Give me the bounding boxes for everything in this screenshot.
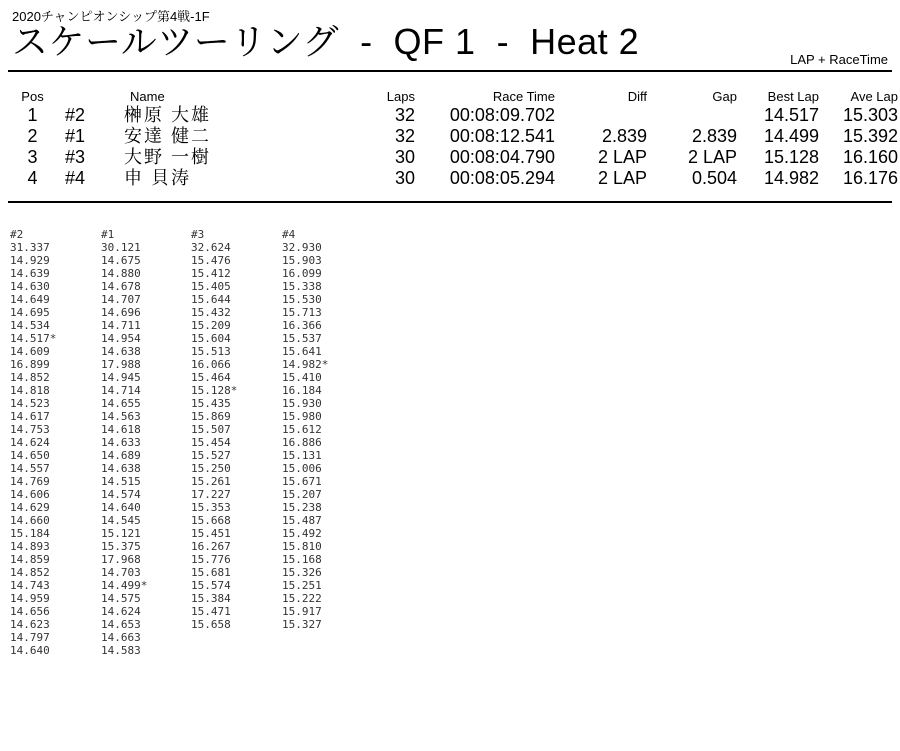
- col-best-lap: Best Lap: [767, 89, 819, 104]
- col-diff: Diff: [627, 89, 647, 104]
- lap-time: 14.617: [10, 410, 50, 423]
- lap-time: 14.663: [101, 631, 141, 644]
- lap-time: 15.513: [191, 345, 231, 358]
- lap-time: 14.655: [101, 397, 141, 410]
- race-time-cell: 00:08:05.294: [449, 168, 555, 188]
- lap-time: 14.545: [101, 514, 141, 527]
- best-lap-cell: 14.517: [763, 105, 819, 125]
- lap-time: 14.609: [10, 345, 50, 358]
- lap-column-header: #3: [191, 228, 205, 241]
- lap-column-header: #4: [282, 228, 296, 241]
- lap-time: 14.640: [10, 644, 50, 657]
- lap-time: 14.797: [10, 631, 50, 644]
- lap-time: 17.227: [191, 488, 231, 501]
- lap-time: 15.604: [191, 332, 231, 345]
- ave-lap-cell: 15.303: [842, 105, 898, 125]
- car-number-cell: #2: [65, 105, 86, 125]
- gap-cell: 2.839: [691, 126, 737, 146]
- lap-time: 15.471: [191, 605, 231, 618]
- lap-time: 14.678: [101, 280, 141, 293]
- lap-time: 15.980: [282, 410, 322, 423]
- lap-time: 14.743: [10, 579, 50, 592]
- lap-time: 15.384: [191, 592, 231, 605]
- lap-time: 15.476: [191, 254, 231, 267]
- col-name: Name: [130, 89, 165, 104]
- lap-time: 14.623: [10, 618, 50, 631]
- lap-time: 15.574: [191, 579, 231, 592]
- lap-time: 15.530: [282, 293, 322, 306]
- lap-time: 15.537: [282, 332, 322, 345]
- lap-time: 15.464: [191, 371, 231, 384]
- lap-time: 31.337: [10, 241, 50, 254]
- lap-time: 15.405: [191, 280, 231, 293]
- lap-time: 14.675: [101, 254, 141, 267]
- lap-column-header: #2: [10, 228, 24, 241]
- lap-time: 14.640: [101, 501, 141, 514]
- diff-cell: [555, 105, 647, 126]
- col-ave-lap: Ave Lap: [850, 89, 898, 104]
- best-lap-cell: 14.499: [763, 126, 819, 146]
- gap-cell: 0.504: [691, 168, 737, 188]
- lap-time: 15.644: [191, 293, 231, 306]
- driver-name-cell: 安達 健二: [124, 126, 212, 146]
- lap-time: 16.267: [191, 540, 231, 553]
- lap-time: 16.366: [282, 319, 322, 332]
- lap-time: 14.696: [101, 306, 141, 319]
- lap-time: 14.624: [101, 605, 141, 618]
- race-time-cell: 00:08:09.702: [449, 105, 555, 125]
- lap-time: 17.988: [101, 358, 141, 371]
- ave-lap-cell: 16.160: [842, 147, 898, 167]
- lap-time: 15.435: [191, 397, 231, 410]
- lap-time: 15.658: [191, 618, 231, 631]
- page-title: スケールツーリング - QF 1 - Heat 2: [12, 21, 640, 62]
- lap-time: 14.638: [101, 345, 141, 358]
- best-lap-cell: 15.128: [763, 147, 819, 167]
- pos-cell: 3: [27, 147, 38, 167]
- lap-time: 15.353: [191, 501, 231, 514]
- lap-time: 14.638: [101, 462, 141, 475]
- lap-time: 15.168: [282, 553, 322, 566]
- lap-time: 14.606: [10, 488, 50, 501]
- lap-time: 15.641: [282, 345, 322, 358]
- col-number: [55, 88, 120, 105]
- lap-time: 14.499*: [101, 579, 148, 592]
- lap-time: 15.454: [191, 436, 231, 449]
- timing-mode-label: LAP + RaceTime: [790, 52, 888, 67]
- lap-time: 32.930: [282, 241, 322, 254]
- lap-time: 14.624: [10, 436, 50, 449]
- lap-time: 15.432: [191, 306, 231, 319]
- lap-time: 14.982*: [282, 358, 329, 371]
- lap-column: [101, 228, 147, 657]
- lap-time: 14.534: [10, 319, 50, 332]
- lap-time: 14.649: [10, 293, 50, 306]
- pos-cell: 2: [27, 126, 38, 146]
- lap-time: 15.930: [282, 397, 322, 410]
- lap-time: 14.769: [10, 475, 50, 488]
- lap-time: 14.880: [101, 267, 141, 280]
- lap-time: 14.633: [101, 436, 141, 449]
- lap-time: 15.250: [191, 462, 231, 475]
- lap-time: 15.451: [191, 527, 231, 540]
- lap-time: 15.338: [282, 280, 322, 293]
- lap-time: 14.929: [10, 254, 50, 267]
- race-time-cell: 00:08:12.541: [449, 126, 555, 146]
- lap-time: 15.612: [282, 423, 322, 436]
- lap-time: 14.859: [10, 553, 50, 566]
- lap-time: 15.251: [282, 579, 322, 592]
- car-number-cell: #3: [65, 147, 86, 167]
- driver-name-cell: 大野 一樹: [124, 147, 212, 167]
- lap-time: 15.412: [191, 267, 231, 280]
- lap-column-header: #1: [101, 228, 115, 241]
- laps-cell: 30: [394, 168, 415, 188]
- lap-column: [10, 228, 56, 657]
- col-race-time: Race Time: [492, 89, 555, 104]
- lap-time: 14.517*: [10, 332, 57, 345]
- lap-time: 15.903: [282, 254, 322, 267]
- lap-time: 15.006: [282, 462, 322, 475]
- driver-name-cell: 榊原 大雄: [124, 105, 212, 125]
- results-row: [10, 147, 898, 168]
- laps-cell: 32: [394, 126, 415, 146]
- lap-time: 14.660: [10, 514, 50, 527]
- results-row: [10, 126, 898, 147]
- results-row: [10, 168, 898, 189]
- lap-time: 15.668: [191, 514, 231, 527]
- lap-time: 15.184: [10, 527, 50, 540]
- ave-lap-cell: 16.176: [842, 168, 898, 188]
- laps-cell: 32: [394, 105, 415, 125]
- lap-time: 14.575: [101, 592, 141, 605]
- lap-time: 14.852: [10, 371, 50, 384]
- results-row: [10, 105, 898, 126]
- col-gap: Gap: [712, 89, 737, 104]
- lap-time: 15.209: [191, 319, 231, 332]
- lap-time: 14.583: [101, 644, 141, 657]
- results-table: [10, 88, 898, 189]
- lap-time: 15.917: [282, 605, 322, 618]
- lap-time: 14.711: [101, 319, 141, 332]
- lap-time: 15.131: [282, 449, 322, 462]
- lap-time: 32.624: [191, 241, 231, 254]
- lap-time: 15.527: [191, 449, 231, 462]
- lap-time: 16.099: [282, 267, 322, 280]
- lap-time: 16.886: [282, 436, 322, 449]
- lap-time: 15.671: [282, 475, 322, 488]
- lap-time: 14.714: [101, 384, 141, 397]
- pos-cell: 1: [27, 105, 38, 125]
- lap-time: 15.487: [282, 514, 322, 527]
- lap-time: 14.818: [10, 384, 50, 397]
- lap-time: 14.893: [10, 540, 50, 553]
- lap-time: 14.629: [10, 501, 50, 514]
- col-pos: Pos: [21, 89, 44, 104]
- gap-cell: [647, 105, 737, 126]
- lap-time: 14.618: [101, 423, 141, 436]
- lap-time: 15.681: [191, 566, 231, 579]
- lap-time: 15.222: [282, 592, 322, 605]
- lap-column: [191, 228, 237, 631]
- lap-time: 15.507: [191, 423, 231, 436]
- event-subtitle: 2020チャンピオンシップ第4戦-1F: [12, 9, 210, 24]
- lap-time: 15.776: [191, 553, 231, 566]
- lap-time: 15.713: [282, 306, 322, 319]
- lap-time: 15.326: [282, 566, 322, 579]
- lap-time: 15.207: [282, 488, 322, 501]
- ave-lap-cell: 15.392: [842, 126, 898, 146]
- lap-time: 17.968: [101, 553, 141, 566]
- lap-time: 14.656: [10, 605, 50, 618]
- lap-time: 30.121: [101, 241, 141, 254]
- lap-time: 15.869: [191, 410, 231, 423]
- lap-time: 14.523: [10, 397, 50, 410]
- lap-time: 14.574: [101, 488, 141, 501]
- lap-time: 14.954: [101, 332, 141, 345]
- best-lap-cell: 14.982: [763, 168, 819, 188]
- lap-time: 14.515: [101, 475, 141, 488]
- lap-time: 15.327: [282, 618, 322, 631]
- lap-time: 14.707: [101, 293, 141, 306]
- lap-time: 14.630: [10, 280, 50, 293]
- lap-time: 14.650: [10, 449, 50, 462]
- car-number-cell: #1: [65, 126, 86, 146]
- lap-column: [282, 228, 328, 631]
- lap-time: 14.695: [10, 306, 50, 319]
- diff-cell: 2.839: [601, 126, 647, 146]
- car-number-cell: #4: [65, 168, 86, 188]
- lap-time: 14.959: [10, 592, 50, 605]
- lap-time: 15.238: [282, 501, 322, 514]
- lap-time: 14.945: [101, 371, 141, 384]
- pos-cell: 4: [27, 168, 38, 188]
- lap-time: 14.563: [101, 410, 141, 423]
- lap-time: 15.121: [101, 527, 141, 540]
- laps-cell: 30: [394, 147, 415, 167]
- header-divider: [8, 70, 892, 72]
- lap-time: 14.653: [101, 618, 141, 631]
- results-divider: [8, 201, 892, 203]
- diff-cell: 2 LAP: [597, 147, 647, 167]
- driver-name-cell: 申 貝涛: [124, 168, 192, 188]
- lap-time: 14.689: [101, 449, 141, 462]
- diff-cell: 2 LAP: [597, 168, 647, 188]
- lap-time: 15.261: [191, 475, 231, 488]
- lap-time: 14.703: [101, 566, 141, 579]
- lap-time: 14.557: [10, 462, 50, 475]
- race-time-cell: 00:08:04.790: [449, 147, 555, 167]
- results-header-row: [10, 88, 898, 105]
- lap-time: 14.753: [10, 423, 50, 436]
- lap-time: 14.852: [10, 566, 50, 579]
- lap-time: 14.639: [10, 267, 50, 280]
- lap-time: 15.375: [101, 540, 141, 553]
- lap-time: 16.066: [191, 358, 231, 371]
- col-laps: Laps: [386, 89, 415, 104]
- lap-time: 16.899: [10, 358, 50, 371]
- lap-time: 15.492: [282, 527, 322, 540]
- lap-time: 15.810: [282, 540, 322, 553]
- lap-time: 15.410: [282, 371, 322, 384]
- lap-time: 15.128*: [191, 384, 238, 397]
- gap-cell: 2 LAP: [687, 147, 737, 167]
- lap-time: 16.184: [282, 384, 322, 397]
